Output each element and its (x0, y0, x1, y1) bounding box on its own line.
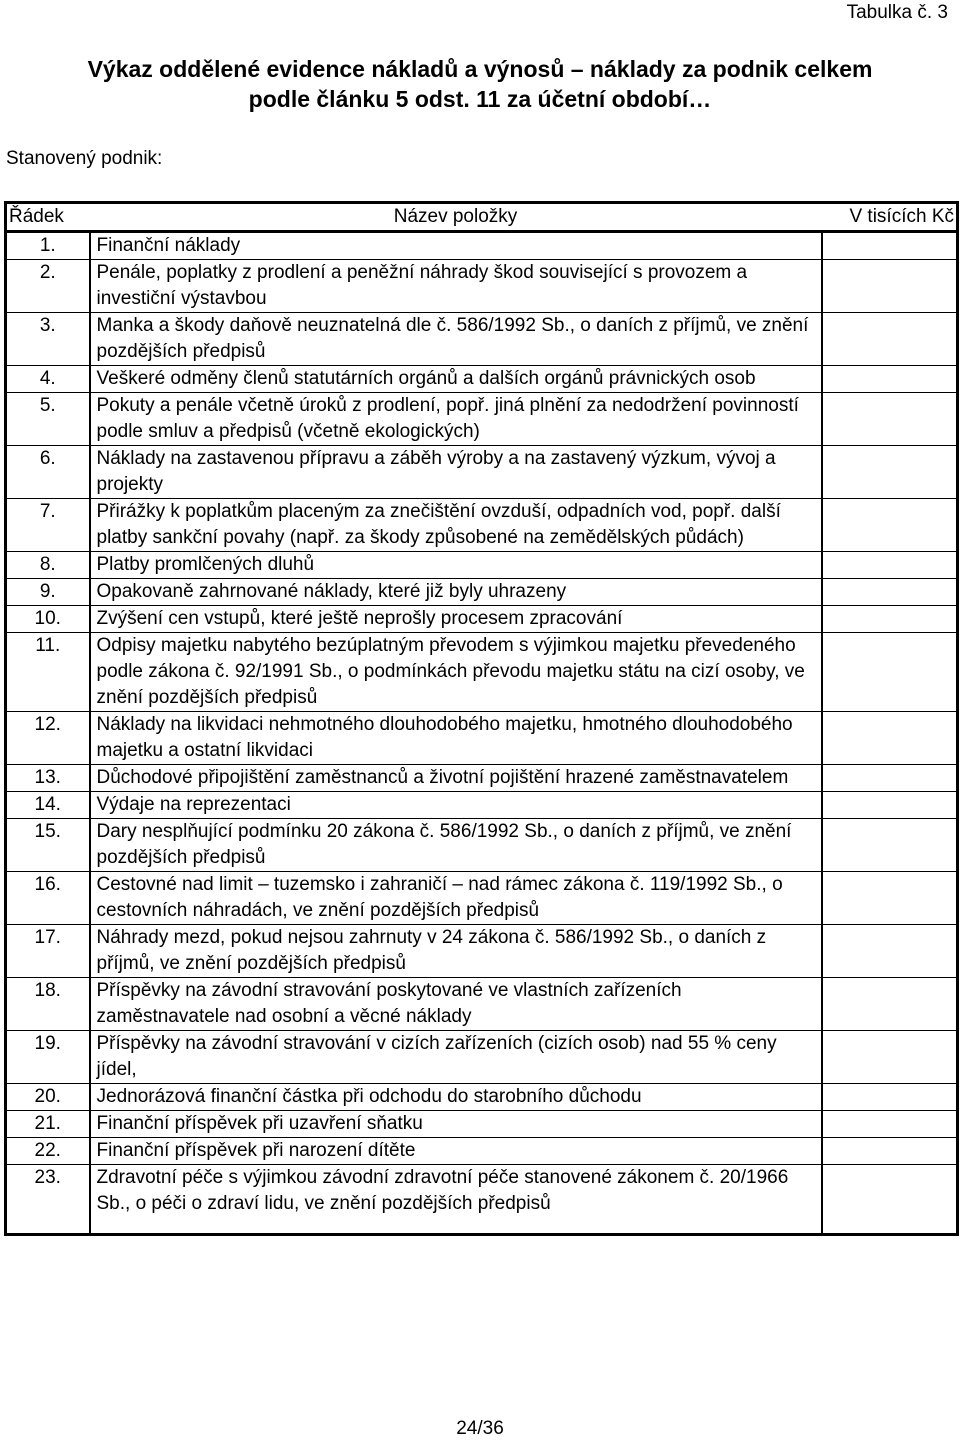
row-number: 19. (6, 1031, 90, 1084)
row-number: 22. (6, 1138, 90, 1165)
document-title (0, 54, 960, 114)
row-number: 23. (6, 1165, 90, 1235)
table-row (6, 579, 958, 606)
row-value-cell[interactable] (822, 1165, 958, 1235)
table-row (6, 765, 958, 792)
row-value-cell[interactable] (822, 978, 958, 1031)
table-row (6, 606, 958, 633)
row-item-name: Výdaje na reprezentaci (90, 792, 822, 819)
table-body (6, 232, 958, 1235)
row-number: 10. (6, 606, 90, 633)
row-number: 11. (6, 633, 90, 712)
row-number: 15. (6, 819, 90, 872)
row-number: 17. (6, 925, 90, 978)
row-item-name: Finanční příspěvek při uzavření sňatku (90, 1111, 822, 1138)
row-number: 7. (6, 499, 90, 552)
row-item-name: Dary nesplňující podmínku 20 zákona č. 586/1992 Sb., o daních z příjmů, ve znění pozdějších předpisů (90, 819, 822, 872)
row-number: 1. (6, 232, 90, 260)
table-row (6, 446, 958, 499)
row-item-name: Náklady na likvidaci nehmotného dlouhodobého majetku, hmotného dlouhodobého majetku a ostatní likvidaci (90, 712, 822, 765)
row-value-cell[interactable] (822, 393, 958, 446)
row-number: 12. (6, 712, 90, 765)
table-row (6, 260, 958, 313)
row-number: 18. (6, 978, 90, 1031)
row-item-name: Důchodové připojištění zaměstnanců a životní pojištění hrazené zaměstnavatelem (90, 765, 822, 792)
cost-report-table (4, 201, 959, 1236)
row-number: 21. (6, 1111, 90, 1138)
subject-label: Stanovený podnik: (6, 148, 163, 169)
row-item-name: Odpisy majetku nabytého bezúplatným převodem s výjimkou majetku převedeného podle zákona č. 92/1991 Sb., o podmínkách převodu majetku státu na cizí osoby, ve znění pozdějších předpisů (90, 633, 822, 712)
row-number: 2. (6, 260, 90, 313)
table-row (6, 1165, 958, 1235)
row-item-name: Příspěvky na závodní stravování poskytované ve vlastních zařízeních zaměstnavatele nad osobní a věcné náklady (90, 978, 822, 1031)
row-value-cell[interactable] (822, 579, 958, 606)
row-item-name: Penále, poplatky z prodlení a peněžní náhrady škod související s provozem a investiční výstavbou (90, 260, 822, 313)
row-item-name: Náklady na zastavenou přípravu a záběh výroby a na zastavený výzkum, vývoj a projekty (90, 446, 822, 499)
row-value-cell[interactable] (822, 313, 958, 366)
table-row (6, 313, 958, 366)
column-header-row: Řádek (6, 203, 90, 232)
row-value-cell[interactable] (822, 1031, 958, 1084)
row-value-cell[interactable] (822, 819, 958, 872)
table-row (6, 1111, 958, 1138)
row-value-cell[interactable] (822, 446, 958, 499)
row-value-cell[interactable] (822, 872, 958, 925)
table-row (6, 872, 958, 925)
title-line-1: Výkaz oddělené evidence nákladů a výnosů – náklady za podnik celkem (87, 56, 873, 82)
row-number: 13. (6, 765, 90, 792)
table-row (6, 366, 958, 393)
row-item-name: Příspěvky na závodní stravování v cizích zařízeních (cizích osob) nad 55 % ceny jídel, (90, 1031, 822, 1084)
table-header-row (6, 203, 958, 232)
page-number: 24/36 (456, 1418, 504, 1439)
table-row (6, 712, 958, 765)
table-row (6, 792, 958, 819)
row-item-name: Náhrady mezd, pokud nejsou zahrnuty v 24 zákona č. 586/1992 Sb., o daních z příjmů, ve znění pozdějších předpisů (90, 925, 822, 978)
row-item-name: Finanční náklady (90, 232, 822, 260)
table-row (6, 393, 958, 446)
row-number: 14. (6, 792, 90, 819)
table-row (6, 499, 958, 552)
row-number: 16. (6, 872, 90, 925)
row-number: 6. (6, 446, 90, 499)
row-item-name: Pokuty a penále včetně úroků z prodlení, popř. jiná plnění za nedodržení povinností podle smluv a předpisů (včetně ekologických) (90, 393, 822, 446)
table-row (6, 819, 958, 872)
row-item-name: Jednorázová finanční částka při odchodu do starobního důchodu (90, 1084, 822, 1111)
row-value-cell[interactable] (822, 366, 958, 393)
row-item-name: Zvýšení cen vstupů, které ještě neprošly procesem zpracování (90, 606, 822, 633)
row-value-cell[interactable] (822, 633, 958, 712)
table-row (6, 232, 958, 260)
row-value-cell[interactable] (822, 552, 958, 579)
row-item-name: Přirážky k poplatkům placeným za znečištění ovzduší, odpadních vod, popř. další platby sankční povahy (např. za škody způsobené na zemědělských půdách) (90, 499, 822, 552)
table-row (6, 978, 958, 1031)
table-row (6, 1031, 958, 1084)
table-row (6, 552, 958, 579)
table-row (6, 1138, 958, 1165)
row-number: 5. (6, 393, 90, 446)
row-item-name: Platby promlčených dluhů (90, 552, 822, 579)
row-item-name: Cestovné nad limit – tuzemsko i zahraničí – nad rámec zákona č. 119/1992 Sb., o cestovních náhradách, ve znění pozdějších předpisů (90, 872, 822, 925)
table-row (6, 1084, 958, 1111)
table-row (6, 925, 958, 978)
row-number: 9. (6, 579, 90, 606)
row-value-cell[interactable] (822, 606, 958, 633)
title-line-2: podle článku 5 odst. 11 za účetní období… (248, 86, 712, 112)
row-number: 20. (6, 1084, 90, 1111)
column-header-value: V tisících Kč (822, 203, 958, 232)
row-value-cell[interactable] (822, 232, 958, 260)
row-item-name: Finanční příspěvek při narození dítěte (90, 1138, 822, 1165)
table-row (6, 633, 958, 712)
row-number: 8. (6, 552, 90, 579)
row-value-cell[interactable] (822, 1138, 958, 1165)
row-value-cell[interactable] (822, 792, 958, 819)
row-value-cell[interactable] (822, 712, 958, 765)
row-item-name: Opakovaně zahrnované náklady, které již byly uhrazeny (90, 579, 822, 606)
row-item-name: Veškeré odměny členů statutárních orgánů a dalších orgánů právnických osob (90, 366, 822, 393)
row-value-cell[interactable] (822, 1111, 958, 1138)
row-value-cell[interactable] (822, 499, 958, 552)
row-number: 3. (6, 313, 90, 366)
row-value-cell[interactable] (822, 925, 958, 978)
row-item-name: Zdravotní péče s výjimkou závodní zdravotní péče stanovené zákonem č. 20/1966 Sb., o péči o zdraví lidu, ve znění pozdějších předpisů (90, 1165, 822, 1235)
row-value-cell[interactable] (822, 765, 958, 792)
row-item-name: Manka a škody daňově neuznatelná dle č. 586/1992 Sb., o daních z příjmů, ve znění pozdějších předpisů (90, 313, 822, 366)
row-number: 4. (6, 366, 90, 393)
row-value-cell[interactable] (822, 260, 958, 313)
table-label: Tabulka č. 3 (846, 2, 948, 23)
row-value-cell[interactable] (822, 1084, 958, 1111)
column-header-name: Název položky (90, 203, 822, 232)
